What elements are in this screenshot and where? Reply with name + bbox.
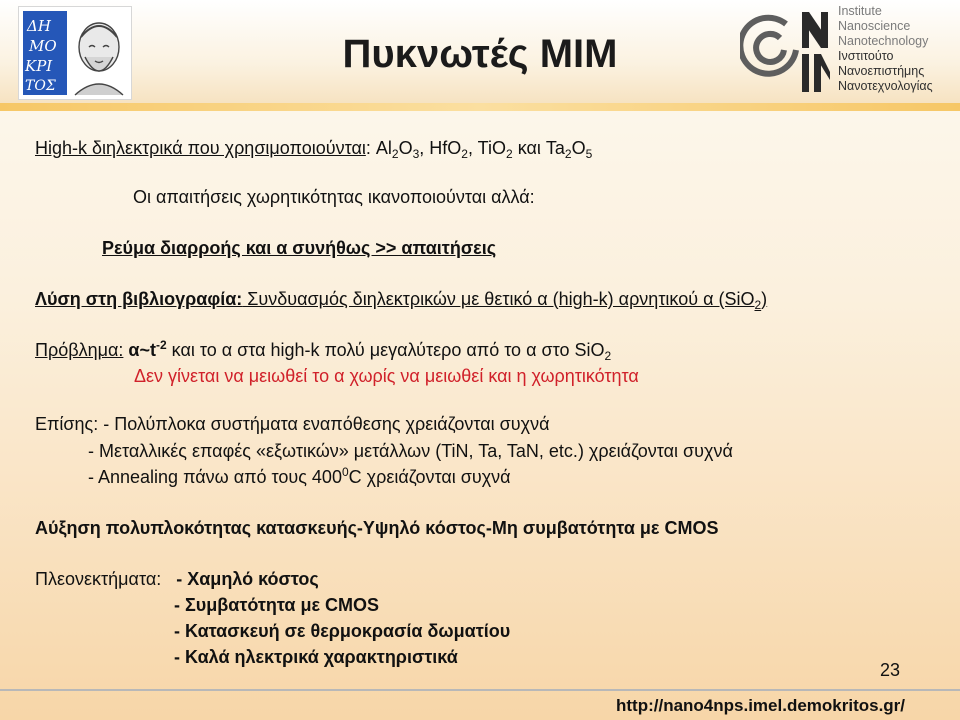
high-k-label: High-k διηλεκτρικά που χρησιμοποιούνται (35, 138, 366, 158)
colon: : (365, 138, 371, 158)
ta-text: και Ta (512, 138, 565, 158)
advantages-line (35, 568, 319, 590)
problem-label: Πρόβλημα: (35, 340, 124, 360)
complexity-line: Αύξηση πολυπλοκότητας κατασκευής-Υψηλό κόστος-Μη συμβατότητα με CMOS (35, 518, 719, 538)
also-deposition-line: Επίσης: - Πολύπλοκα συστήματα εναπόθεσης χρειάζονται συχνά (35, 414, 550, 434)
problem-consequence-line: Δεν γίνεται να μειωθεί το α χωρίς να μειωθεί και η χωρητικότητα (134, 366, 639, 386)
ta-o-sub: 5 (585, 147, 593, 161)
inn-gr-1: Ινστιτούτο (838, 49, 894, 63)
al-o-text: O (398, 138, 413, 158)
footer-rule (0, 689, 960, 691)
ta-o-text: O (571, 138, 586, 158)
ta-sub: 2 (564, 147, 572, 161)
annealing-text-b: C χρειάζονται συχνά (348, 467, 511, 487)
footer-url: http://nano4nps.imel.demokritos.gr/ (616, 696, 906, 715)
advantages-label: Πλεονεκτήματα: (35, 569, 177, 589)
inn-gr-2: Νανοεπιστήμης (838, 64, 925, 78)
advantage-low-cost: - Χαμηλό κόστος (176, 569, 319, 589)
inn-en-2: Nanoscience (838, 19, 911, 33)
annealing-text-a: - Annealing πάνω από τους 400 (88, 467, 342, 487)
capacitance-requirements-line: Οι απαιτήσεις χωρητικότητας ικανοποιούνται αλλά: (133, 187, 535, 207)
slide-title: Πυκνωτές MIM (342, 32, 618, 76)
inn-en-3: Nanotechnology (838, 34, 929, 48)
advantage-electrical: - Καλά ηλεκτρικά χαρακτηριστικά (174, 647, 458, 667)
problem-line (35, 339, 611, 361)
inn-en-1: Institute (838, 4, 882, 18)
metal-contacts-line: - Μεταλλικές επαφές «εξωτικών» μετάλλων (TiN, Ta, TaN, etc.) χρειάζονται συχνά (88, 441, 733, 461)
hf-text: , HfO (419, 138, 462, 158)
solution-text-a: Συνδυασμός διηλεκτρικών με θετικό α (high-k) αρνητικού α (SiO (242, 289, 755, 309)
literature-solution-line (35, 288, 767, 310)
leakage-current-line: Ρεύμα διαρροής και α συνήθως >> απαιτήσεις (102, 238, 497, 258)
high-k-materials-line (35, 137, 592, 159)
logo-letters-1: ΔΗ (27, 17, 51, 35)
problem-formula-sup: -2 (155, 338, 167, 352)
advantage-cmos: - Συμβατότητα με CMOS (174, 595, 380, 615)
inn-gr-3: Νανοτεχνολογίας (838, 79, 933, 93)
al-o-sub: 3 (412, 147, 420, 161)
page-number: 23 (880, 660, 901, 680)
solution-text-b: ) (761, 289, 768, 309)
logo-letters-3: ΚΡΙ (25, 57, 53, 75)
annealing-sup: 0 (341, 465, 349, 479)
annealing-line (88, 466, 511, 488)
ti-text: , TiO (467, 138, 506, 158)
advantage-room-temp: - Κατασκευή σε θερμοκρασία δωματίου (174, 621, 511, 641)
al-sub: 2 (391, 147, 399, 161)
solution-label: Λύση στη βιβλιογραφία: (35, 289, 243, 309)
logo-letters-2: ΜΟ (29, 37, 57, 55)
hf-sub: 2 (461, 147, 468, 161)
solution-sub: 2 (754, 298, 762, 312)
problem-sub: 2 (604, 349, 612, 363)
problem-formula: α~t (123, 340, 156, 360)
al-text: Al (370, 138, 392, 158)
logo-letters-4: ΤΟΣ (25, 78, 56, 94)
problem-text: και το α στα high-k πολύ μεγαλύτερο από το α στο SiO (166, 340, 605, 360)
ti-sub: 2 (506, 147, 513, 161)
